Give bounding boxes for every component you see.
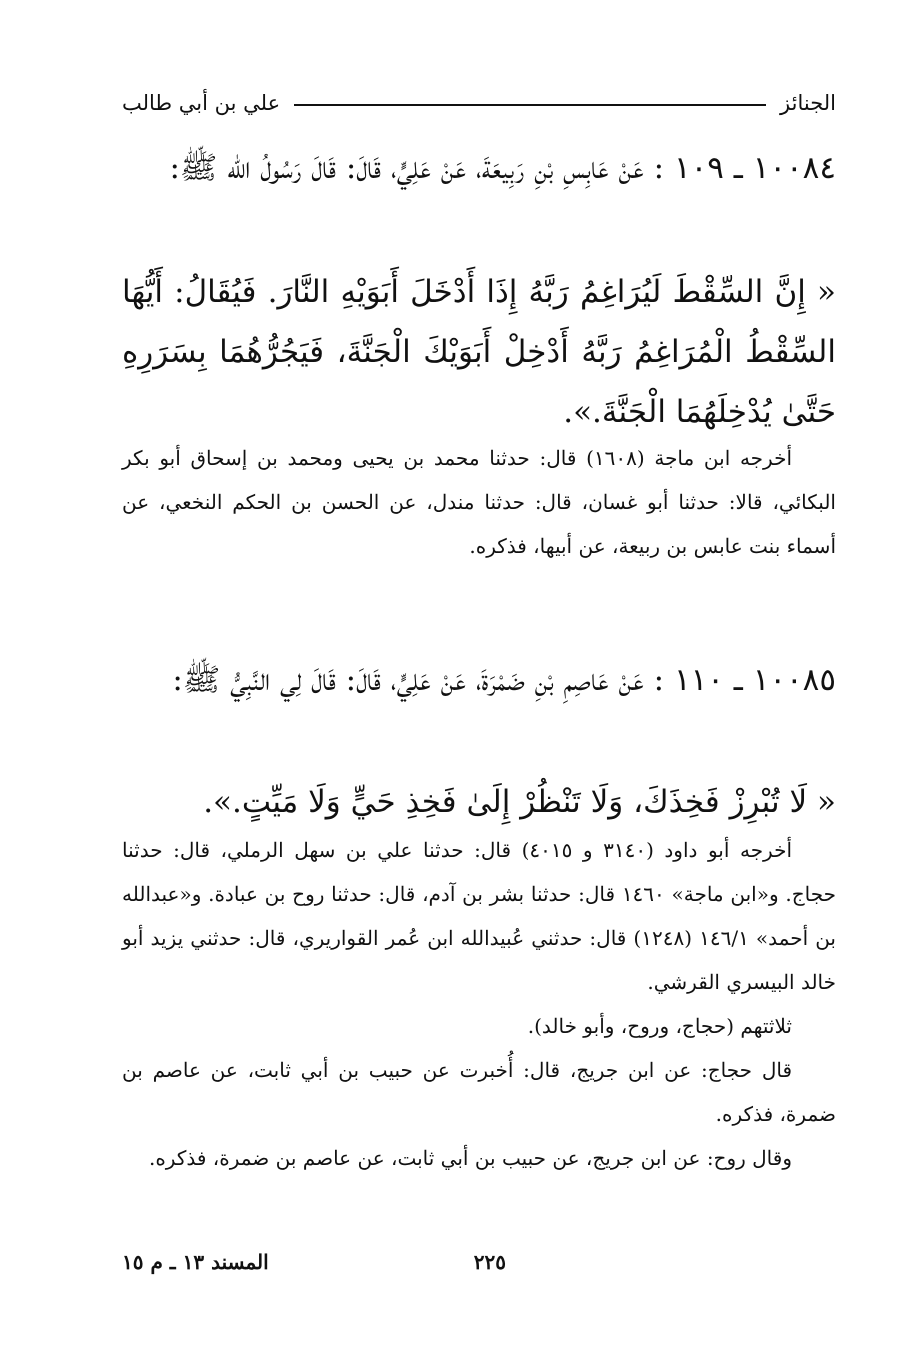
header-rule xyxy=(294,104,766,106)
commentary-2 xyxy=(122,828,836,1180)
page-footer xyxy=(122,1250,836,1280)
commentary-paragraph: أخرجه ابن ماجة (١٦٠٨) قال: حدثنا محمد بن يحيى ومحمد بن إسحاق أبو بكر البكائي، قالا: حدثنا أبو غسان، قال: حدثنا مندل، عن الحسن بن الحكم النخعي، عن أسماء بنت عابس بن ربيعة، عن أبيها، فذكره. xyxy=(122,446,836,558)
commentary-paragraph: أخرجه أبو داود (٣١٤٠ و ٤٠١٥) قال: حدثنا علي بن سهل الرملي، قال: حدثنا حجاج. و«ابن ماجة» ١٤٦٠ قال: حدثنا بشر بن آدم، قال: حدثنا روح بن عبادة. و«عبدالله بن أحمد» ١٤٦/١ (١٢٤٨) قال: حدثني عُبيدالله ابن عُمر القواريري، قال: حدثني يزيد أبو خالد البيسري القرشي. xyxy=(122,838,837,994)
commentary-paragraph: وقال روح: عن ابن جريج، عن حبيب بن أبي ثابت، عن عاصم بن ضمرة، فذكره. xyxy=(148,1146,792,1170)
commentary-paragraph: قال حجاج: عن ابن جريج، قال: أُخبرت عن حبيب بن أبي ثابت، عن عاصم بن ضمرة، فذكره. xyxy=(122,1058,836,1126)
page-number: ٢٢٥ xyxy=(473,1250,506,1274)
hadith-intro-1: ١٠٠٨٤ ـ ١٠٩ : عَنْ عَابِسِ بْنِ رَبِيعَةَ، عَنْ عَلِيٍّ، قَالَ: قَالَ رَسُولُ الله ﷺ: xyxy=(169,150,836,186)
commentary-paragraph: ثلاثتهم (حجاج، وروح، وأبو خالد). xyxy=(527,1014,792,1038)
hadith-intro-2: ١٠٠٨٥ ـ ١١٠ : عَنْ عَاصِمِ بْنِ ضَمْرَةَ، عَنْ عَلِيٍّ، قَالَ: قَالَ لِي النَّبِيُّ ﷺ: xyxy=(172,662,836,698)
author-title: علي بن أبي طالب xyxy=(122,91,281,115)
hadith-text-1: « إِنَّ السِّقْطَ لَيُرَاغِمُ رَبَّهُ إِذَا أَدْخَلَ أَبَوَيْهِ النَّارَ. فَيُقَالُ: أَيُّهَا السِّقْطُ الْمُرَاغِمُ رَبَّهُ أَدْخِلْ أَبَوَيْكَ الْجَنَّةَ، فَيَجُرُّهُمَا بِسَرَرِهِ حَتَّىٰ يُدْخِلَهُمَا الْجَنَّةَ.». xyxy=(122,274,836,430)
hadith-text-2: « لَا تُبْرِزْ فَخِذَكَ، وَلَا تَنْظُرْ إِلَىٰ فَخِذِ حَيٍّ وَلَا مَيِّتٍ.». xyxy=(203,784,836,820)
printer-signature: المسند ١٣ ـ م ١٥ xyxy=(122,1250,269,1274)
section-title: الجنائز xyxy=(780,91,836,115)
running-header xyxy=(122,86,836,120)
commentary-1 xyxy=(122,436,836,568)
